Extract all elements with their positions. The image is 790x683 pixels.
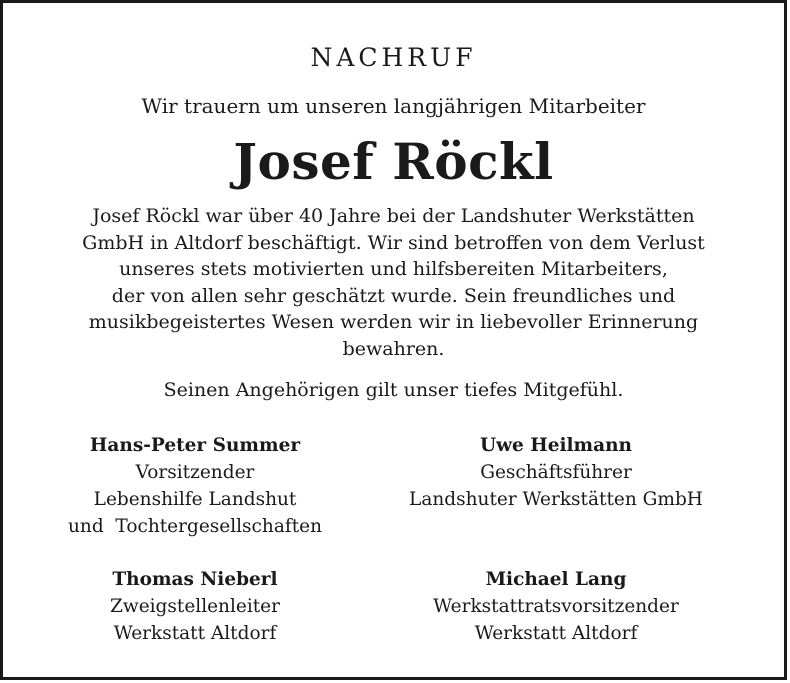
- body-line: der von allen sehr geschätzt wurde. Sein freundliches und: [111, 284, 676, 307]
- signatory-title: Werkstattratsvorsitzender: [433, 596, 679, 617]
- signatory-name: Michael Lang: [485, 569, 627, 590]
- signatory-name: Thomas Nieberl: [112, 569, 278, 590]
- signatory-organization: Werkstatt Altdorf: [113, 623, 277, 644]
- deceased-name: Josef Röckl: [233, 132, 554, 191]
- signatory-organization: Landshuter Werkstätten GmbH: [409, 489, 703, 510]
- signatory-block: [386, 566, 726, 647]
- signatory-organization: Werkstatt Altdorf: [474, 623, 638, 644]
- signatory-block: [386, 432, 726, 513]
- signatory-title: Geschäftsführer: [480, 462, 632, 483]
- body-line: Josef Röckl war über 40 Jahre bei der Landshuter Werkstätten: [92, 205, 695, 227]
- body-line: bewahren.: [342, 337, 445, 360]
- signatory-title: Vorsitzender: [135, 462, 255, 483]
- signatory-block: [25, 432, 365, 540]
- signatory-organization: und Tochtergesellschaften: [68, 516, 322, 537]
- body-line: GmbH in Altdorf beschäftigt. Wir sind betroffen von dem Verlust: [82, 231, 705, 254]
- condolence-text: Seinen Angehörigen gilt unser tiefes Mitgefühl.: [163, 379, 624, 401]
- signatory-name: Hans-Peter Summer: [89, 435, 301, 456]
- signatory-organization: Lebenshilfe Landshut: [93, 489, 297, 510]
- intro-text: Wir trauern um unseren langjährigen Mitarbeiter: [141, 94, 646, 118]
- signatory-title: Zweigstellenleiter: [110, 596, 280, 617]
- signatory-block: [25, 566, 365, 647]
- body-line: musikbegeistertes Wesen werden wir in liebevoller Erinnerung: [88, 311, 699, 333]
- notice-heading: NACHRUF: [310, 43, 477, 72]
- signatory-name: Uwe Heilmann: [479, 435, 633, 456]
- body-line: unseres stets motivierten und hilfsbereiten Mitarbeiters,: [119, 258, 668, 280]
- obituary-body: [3, 203, 784, 362]
